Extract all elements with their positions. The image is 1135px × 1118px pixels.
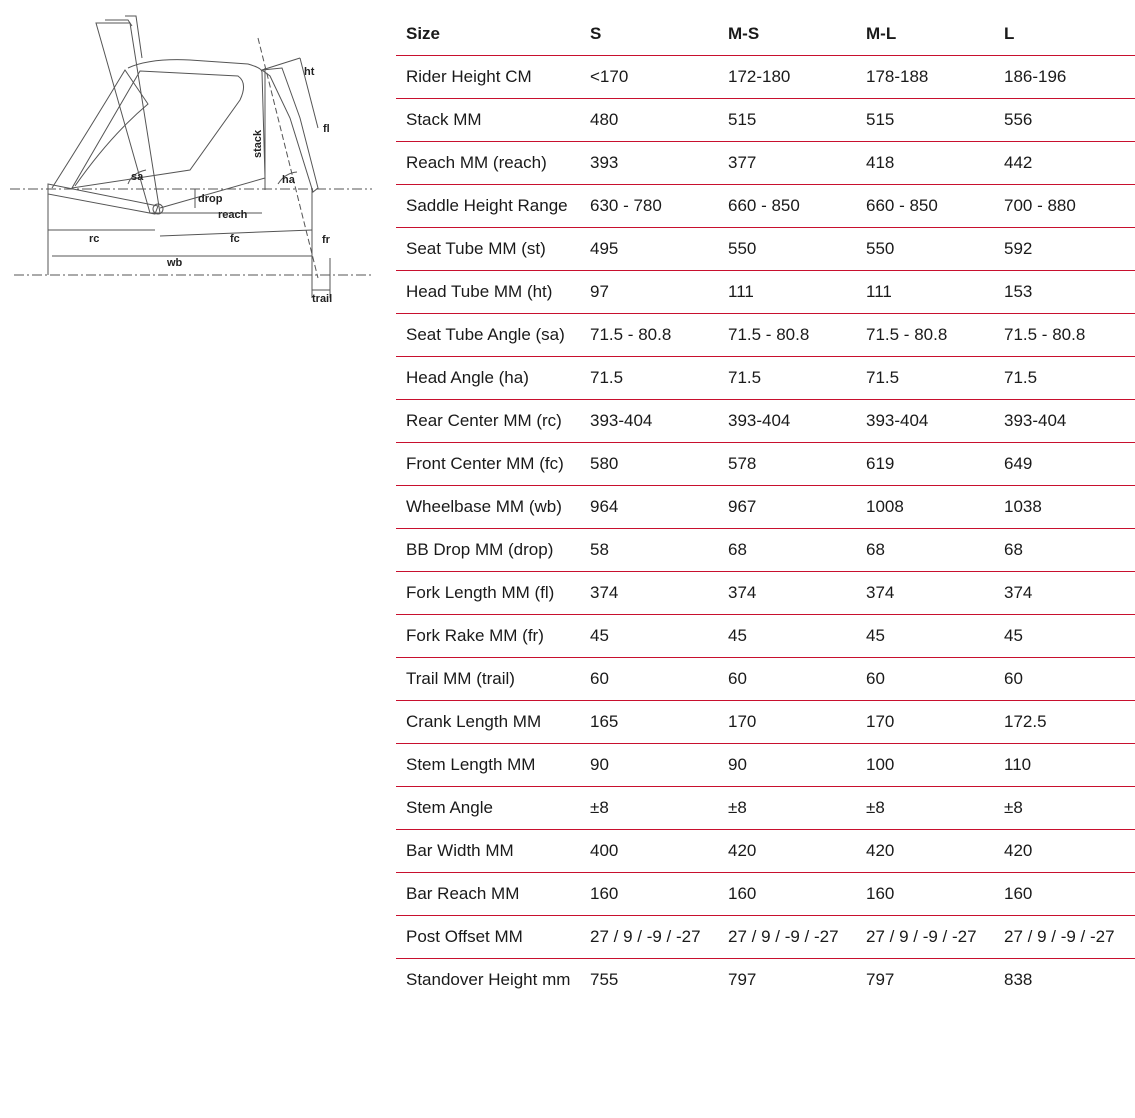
diagram-label-reach: reach: [218, 209, 248, 221]
diagram-label-ht: ht: [304, 66, 315, 78]
table-cell: 71.5: [864, 357, 1002, 400]
row-label: Head Tube MM (ht): [396, 271, 588, 314]
row-label: Stack MM: [396, 99, 588, 142]
table-row: [396, 443, 1135, 486]
table-cell: 160: [726, 873, 864, 916]
table-cell: 45: [1002, 615, 1135, 658]
table-cell: 60: [726, 658, 864, 701]
row-label: Stem Length MM: [396, 744, 588, 787]
row-label: Front Center MM (fc): [396, 443, 588, 486]
row-label: Standover Height mm: [406, 970, 571, 989]
table-cell: 170: [864, 701, 1002, 744]
header-size-m-s: M-S: [726, 13, 864, 56]
table-cell: 172.5: [1002, 701, 1135, 744]
table-cell: 100: [864, 744, 1002, 787]
header-size: Size: [396, 13, 588, 56]
table-cell: 495: [588, 228, 726, 271]
table-cell: 172-180: [726, 56, 864, 99]
table-cell: 68: [1002, 529, 1135, 572]
row-label: Seat Tube MM (st): [396, 228, 588, 271]
diagram-label-wb: wb: [167, 257, 183, 269]
table-cell: 418: [864, 142, 1002, 185]
table-cell: 393-404: [1002, 400, 1135, 443]
table-row: [396, 529, 1135, 572]
table-cell: 45: [726, 615, 864, 658]
table-cell: 700 - 880: [1002, 185, 1135, 228]
row-label: Crank Length MM: [396, 701, 588, 744]
table-cell: 838: [1004, 970, 1033, 989]
table-row: [396, 314, 1135, 357]
table-cell: 60: [864, 658, 1002, 701]
table-cell: 619: [864, 443, 1002, 486]
table-cell: 660 - 850: [864, 185, 1002, 228]
table-row: [396, 99, 1135, 142]
table-cell: 797: [866, 970, 895, 989]
table-cell: ±8: [726, 787, 864, 830]
table-cell: 160: [1002, 873, 1135, 916]
table-cell: ±8: [864, 787, 1002, 830]
table-cell: 45: [588, 615, 726, 658]
table-cell: 111: [726, 271, 864, 314]
table-row: [396, 486, 1135, 529]
frame-line-drawing: [0, 8, 380, 313]
row-label: Trail MM (trail): [396, 658, 588, 701]
table-cell: 393-404: [726, 400, 864, 443]
table-cell: 550: [726, 228, 864, 271]
header-size-s: S: [588, 13, 726, 56]
row-label: Head Angle (ha): [396, 357, 588, 400]
table-cell: 967: [726, 486, 864, 529]
table-cell: 160: [588, 873, 726, 916]
table-cell: 153: [1002, 271, 1135, 314]
table-cell: 420: [726, 830, 864, 873]
table-cell: 393-404: [864, 400, 1002, 443]
header-size-l: L: [1002, 13, 1135, 56]
table-cell: 400: [588, 830, 726, 873]
table-cell: 110: [1002, 744, 1135, 787]
table-cell: 578: [726, 443, 864, 486]
table-cell: 90: [726, 744, 864, 787]
diagram-label-fc: fc: [230, 233, 240, 245]
table-row: [396, 271, 1135, 314]
table-cell: 1038: [1002, 486, 1135, 529]
diagram-label-rc: rc: [89, 233, 100, 245]
table-cell: 60: [588, 658, 726, 701]
table-cell: 374: [726, 572, 864, 615]
row-label: Rider Height CM: [396, 56, 588, 99]
geometry-table: [396, 13, 1135, 1001]
row-label: Wheelbase MM (wb): [396, 486, 588, 529]
table-cell: 170: [726, 701, 864, 744]
table-row: [396, 959, 1135, 1002]
table-row: [396, 744, 1135, 787]
table-cell: <170: [588, 56, 726, 99]
table-row: [396, 916, 1135, 959]
table-cell: 71.5 - 80.8: [1002, 314, 1135, 357]
row-label: Post Offset MM: [396, 916, 588, 959]
row-label: Stem Angle: [396, 787, 588, 830]
table-row: [396, 56, 1135, 99]
table-cell: 60: [1002, 658, 1135, 701]
table-cell: 964: [588, 486, 726, 529]
table-cell: 71.5: [726, 357, 864, 400]
table-cell: 27 / 9 / -9 / -27: [864, 916, 1002, 959]
table-cell: 377: [726, 142, 864, 185]
table-row: [396, 787, 1135, 830]
table-cell: 374: [1002, 572, 1135, 615]
table-cell: 111: [864, 271, 1002, 314]
table-body: [396, 56, 1135, 1002]
table-cell: ±8: [588, 787, 726, 830]
table-cell: ±8: [1002, 787, 1135, 830]
header-size-m-l: M-L: [864, 13, 1002, 56]
table-row: [396, 228, 1135, 271]
table-header-row: [396, 13, 1135, 56]
table-cell: 515: [864, 99, 1002, 142]
table-cell: 90: [588, 744, 726, 787]
row-label: Saddle Height Range: [396, 185, 588, 228]
table-row: [396, 830, 1135, 873]
table-cell: 27 / 9 / -9 / -27: [588, 916, 726, 959]
table-cell: 797: [728, 970, 757, 989]
table-cell: 420: [864, 830, 1002, 873]
table-cell: 97: [588, 271, 726, 314]
table-cell: 556: [1002, 99, 1135, 142]
table-cell: 649: [1002, 443, 1135, 486]
table-row: [396, 701, 1135, 744]
table-cell: 27 / 9 / -9 / -27: [1002, 916, 1135, 959]
diagram-label-ha: ha: [282, 174, 295, 186]
row-label: Fork Length MM (fl): [396, 572, 588, 615]
table-row: [396, 658, 1135, 701]
table-cell: 660 - 850: [726, 185, 864, 228]
table-cell: 374: [864, 572, 1002, 615]
table-cell: 71.5 - 80.8: [588, 314, 726, 357]
table-cell: 71.5 - 80.8: [864, 314, 1002, 357]
row-label: Bar Reach MM: [396, 873, 588, 916]
table-row: [396, 357, 1135, 400]
table-cell: 374: [588, 572, 726, 615]
table-row: [396, 615, 1135, 658]
table-cell: 165: [588, 701, 726, 744]
diagram-label-fr: fr: [322, 234, 330, 246]
table-cell: 68: [864, 529, 1002, 572]
table-cell: 71.5: [1002, 357, 1135, 400]
geometry-diagram: [0, 8, 380, 313]
table-cell: 178-188: [864, 56, 1002, 99]
table-cell: 515: [726, 99, 864, 142]
table-cell: 58: [588, 529, 726, 572]
row-label: BB Drop MM (drop): [396, 529, 588, 572]
table-cell: 420: [1002, 830, 1135, 873]
diagram-label-fl: fl: [323, 123, 330, 135]
table-cell: 27 / 9 / -9 / -27: [726, 916, 864, 959]
table-cell: 393-404: [588, 400, 726, 443]
table-cell: 442: [1002, 142, 1135, 185]
table-cell: 755: [590, 970, 619, 989]
table-cell: 630 - 780: [588, 185, 726, 228]
table-cell: 580: [588, 443, 726, 486]
table-row: [396, 185, 1135, 228]
table-cell: 393: [588, 142, 726, 185]
table-cell: 160: [864, 873, 1002, 916]
table-cell: 550: [864, 228, 1002, 271]
diagram-label-stack: stack: [252, 129, 264, 158]
diagram-label-sa: sa: [131, 171, 144, 183]
row-label: Fork Rake MM (fr): [396, 615, 588, 658]
table-row: [396, 873, 1135, 916]
table-cell: 68: [726, 529, 864, 572]
row-label: Bar Width MM: [396, 830, 588, 873]
table-cell: 480: [588, 99, 726, 142]
table-cell: 186-196: [1002, 56, 1135, 99]
table-cell: 71.5 - 80.8: [726, 314, 864, 357]
table-row: [396, 142, 1135, 185]
diagram-label-drop: drop: [198, 193, 223, 205]
table-cell: 1008: [864, 486, 1002, 529]
diagram-label-trail: trail: [312, 293, 333, 305]
row-label: Reach MM (reach): [396, 142, 588, 185]
table-row: [396, 572, 1135, 615]
row-label: Seat Tube Angle (sa): [396, 314, 588, 357]
row-label: Rear Center MM (rc): [396, 400, 588, 443]
table-cell: 71.5: [588, 357, 726, 400]
table-row: [396, 400, 1135, 443]
table-cell: 45: [864, 615, 1002, 658]
table-cell: 592: [1002, 228, 1135, 271]
